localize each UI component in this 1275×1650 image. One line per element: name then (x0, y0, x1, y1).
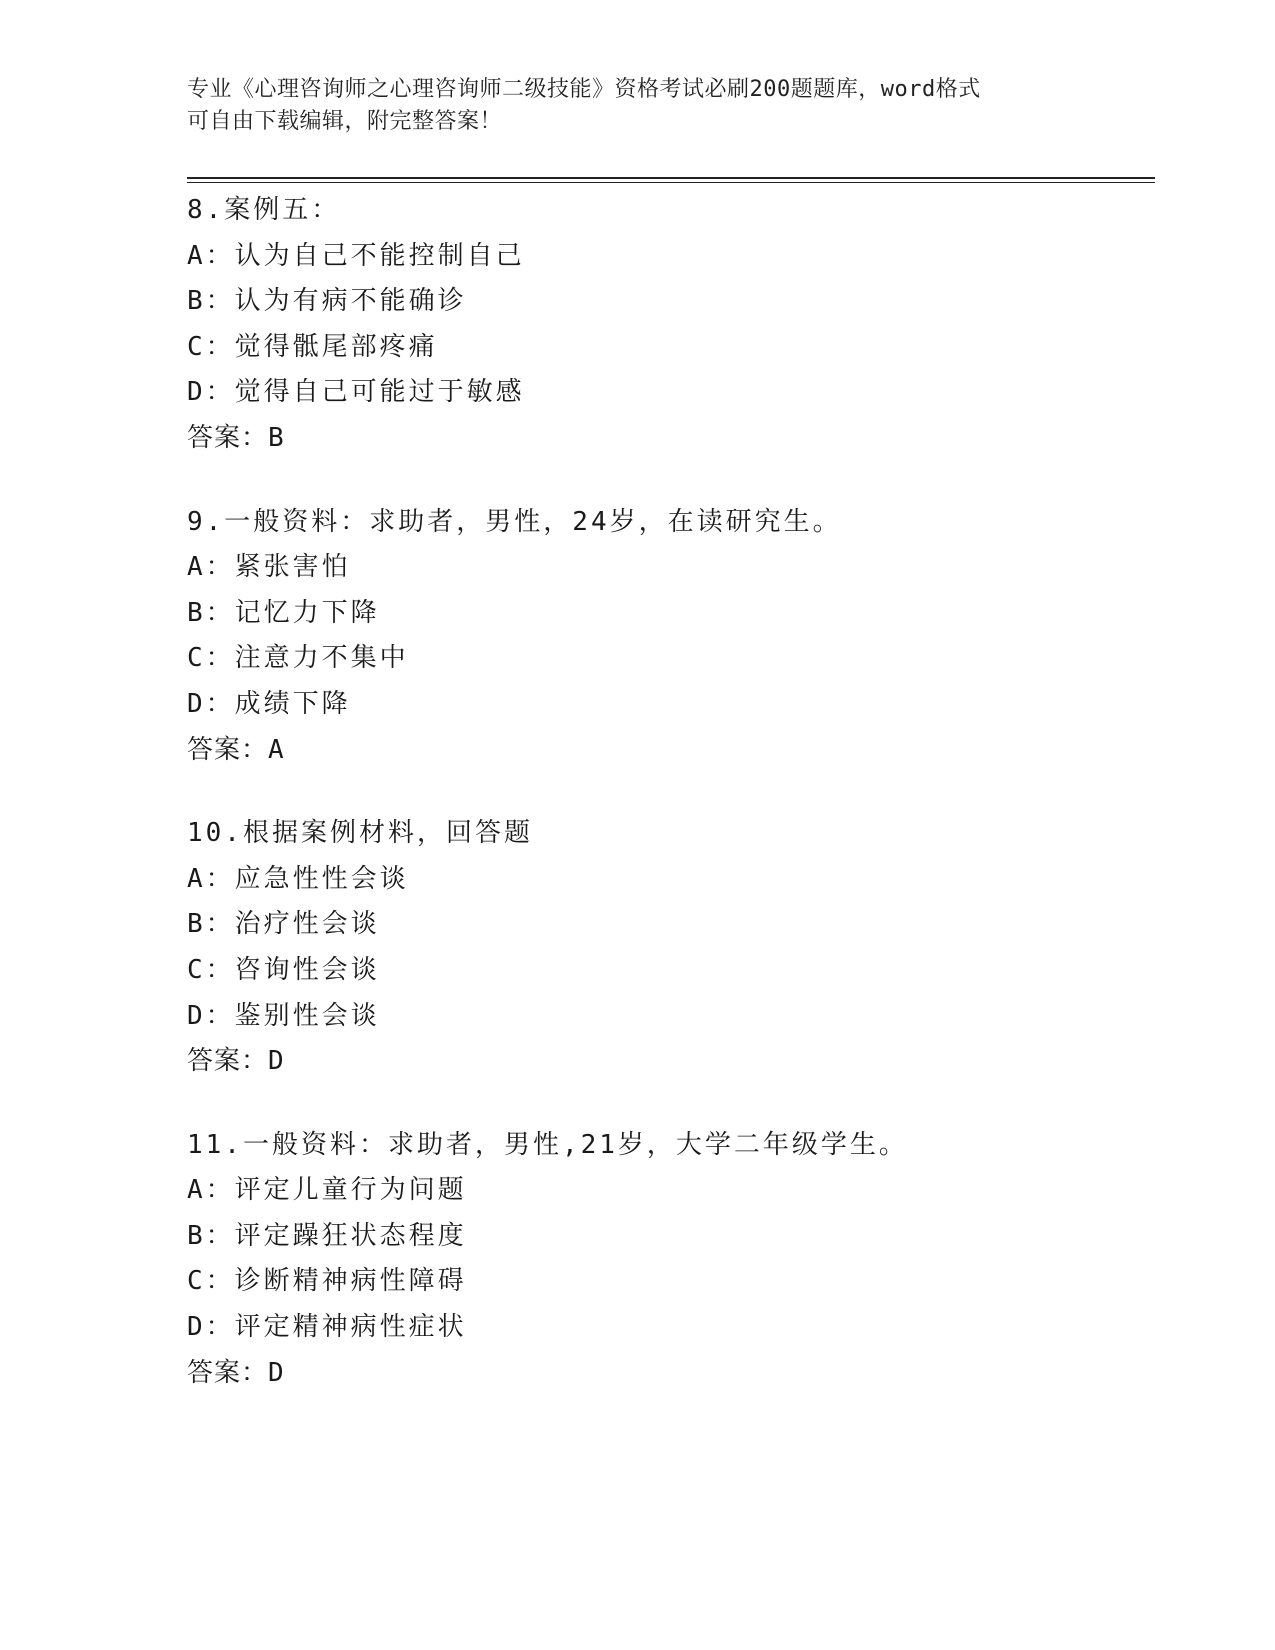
header-line-2: 可自由下载编辑，附完整答案！ (187, 109, 503, 134)
question-8 (187, 188, 1147, 462)
option-d: D：评定精神病性症状 (187, 1312, 467, 1343)
option-c: C：注意力不集中 (187, 643, 409, 674)
document-header (187, 74, 1087, 138)
option-d: D：觉得自己可能过于敏感 (187, 377, 525, 408)
option-b: B：评定躁狂状态程度 (187, 1220, 467, 1251)
question-9 (187, 500, 1147, 774)
question-stem: 8.案例五： (187, 195, 341, 225)
answer: 答案：B (187, 422, 285, 453)
option-d: D：鉴别性会谈 (187, 1000, 380, 1031)
option-a: A：认为自己不能控制自己 (187, 240, 525, 271)
option-c: C：诊断精神病性障碍 (187, 1266, 467, 1297)
answer: 答案：D (187, 1046, 285, 1077)
question-list (187, 188, 1147, 1434)
option-c: C：觉得骶尾部疼痛 (187, 331, 438, 362)
option-b: B：治疗性会谈 (187, 909, 380, 940)
option-c: C：咨询性会谈 (187, 954, 380, 985)
question-stem: 11.一般资料：求助者，男性,21岁，大学二年级学生。 (187, 1129, 908, 1160)
answer: 答案：A (187, 734, 285, 765)
option-a: A：紧张害怕 (187, 552, 351, 583)
question-10 (187, 811, 1147, 1085)
option-a: A：应急性性会谈 (187, 863, 409, 894)
header-divider (187, 177, 1155, 183)
option-d: D：成绩下降 (187, 688, 351, 719)
question-stem: 9.一般资料：求助者，男性，24岁，在读研究生。 (187, 506, 842, 537)
header-line-1: 专业《心理咨询师之心理咨询师二级技能》资格考试必刷200题题库，word格式 (187, 77, 981, 102)
option-b: B：认为有病不能确诊 (187, 286, 467, 317)
option-b: B：记忆力下降 (187, 597, 380, 628)
question-stem: 10.根据案例材料，回答题 (187, 818, 533, 849)
question-11 (187, 1123, 1147, 1397)
option-a: A：评定儿童行为问题 (187, 1175, 467, 1206)
answer: 答案：D (187, 1357, 285, 1388)
